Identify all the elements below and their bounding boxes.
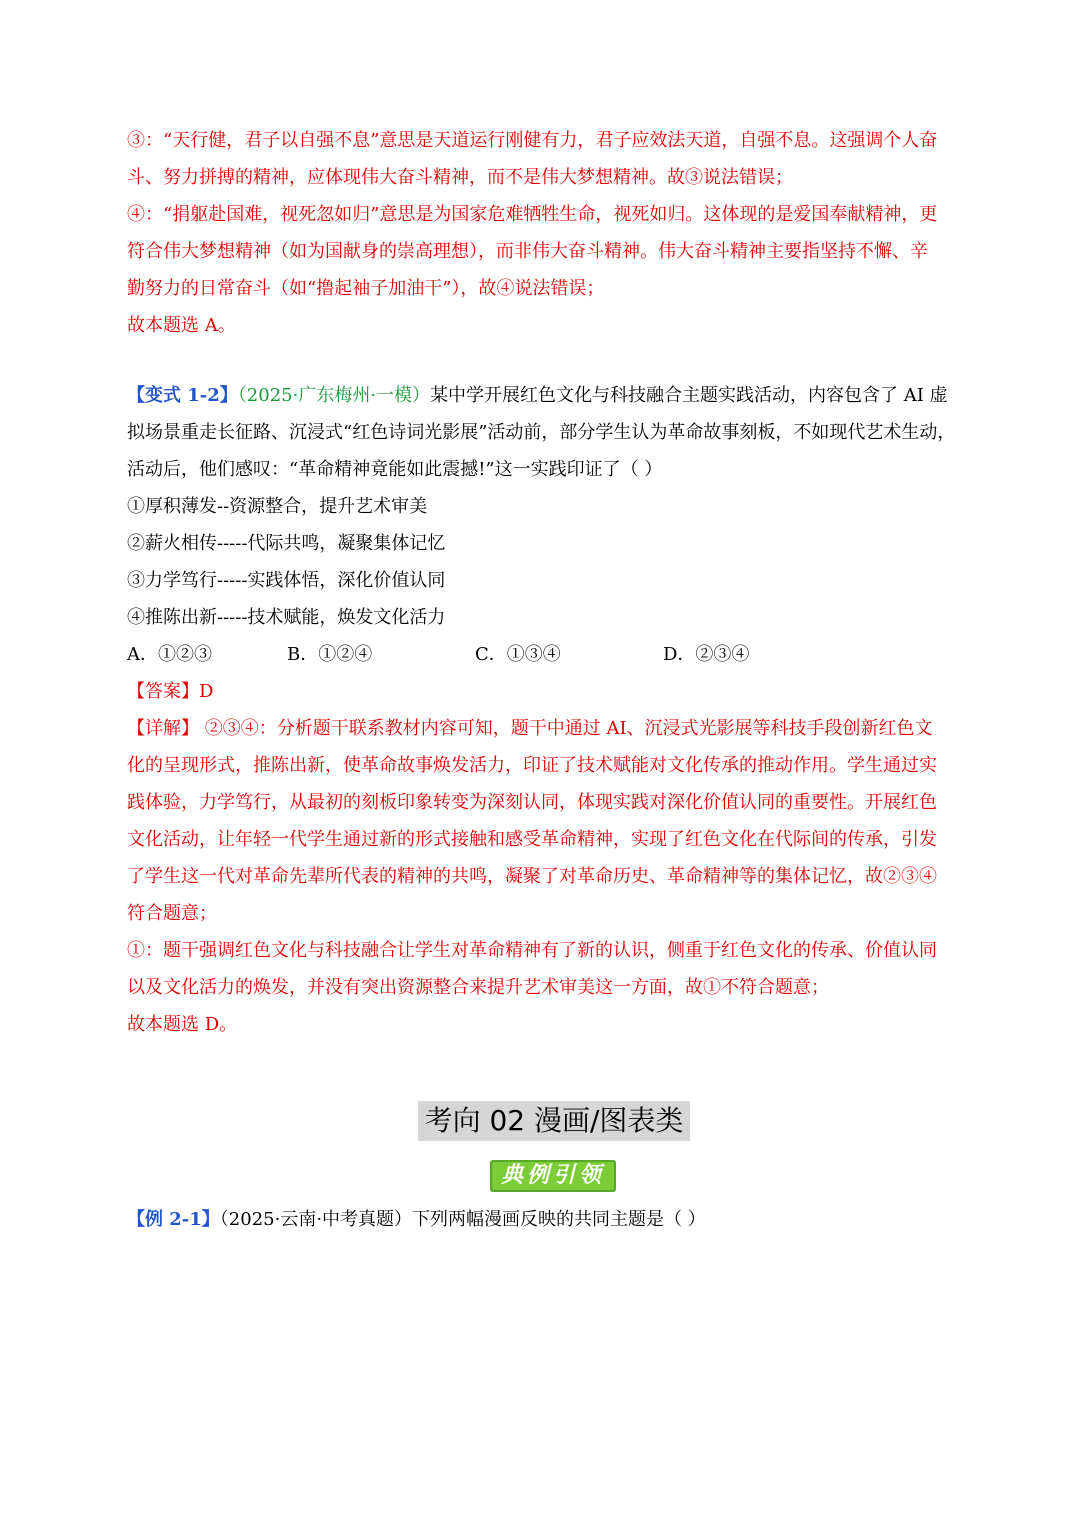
statement-item: ③力学笃行-----实践体悟，深化价值认同: [127, 570, 446, 591]
detail-text: ②③④：分析题干联系教材内容可知，题干中通过 AI、沉浸式光影展等科技手段创新红色文: [199, 718, 933, 739]
answer-line: [127, 680, 987, 704]
detail-line: 文化活动，让年轻一代学生通过新的形式接触和感受革命精神，实现了红色文化在代际间的传承，引发: [127, 829, 937, 850]
detail-line: 以及文化活力的焕发，并没有突出资源整合来提升艺术审美这一方面，故①不符合题意；: [127, 977, 829, 998]
example-line: [127, 1208, 987, 1232]
detail-line: 践体验，力学笃行，从最初的刻板印象转变为深刻认同，体现实践对深化价值认同的重要性。开展红色: [127, 792, 937, 813]
detail-line: 故本题选 D。: [127, 1014, 238, 1035]
detail-line: 了学生这一代对革命先辈所代表的精神的共鸣，凝聚了对革命历史、革命精神等的集体记忆，故②③④: [127, 866, 937, 887]
detail-line: 化的呈现形式，推陈出新，使革命故事焕发活力，印证了技术赋能对文化传承的推动作用。学生通过实: [127, 755, 937, 776]
option-d: D．②③④: [663, 644, 750, 665]
question-stem-line: 活动后，他们感叹：“革命精神竟能如此震撼!”这一实践印证了（ ）: [127, 459, 663, 480]
example-badge: 典例引领: [490, 1160, 616, 1192]
answer-value: D: [199, 681, 214, 702]
detail-label: 【详解】: [127, 718, 199, 739]
explanation-line: 符合伟大梦想精神（如为国献身的崇高理想），而非伟大奋斗精神。伟大奋斗精神主要指坚持不懈、辛: [127, 241, 928, 262]
detail-line: 符合题意；: [127, 903, 217, 924]
option-c: C．①③④: [475, 644, 561, 665]
option-b: B．①②④: [287, 644, 373, 665]
question-tag: 【变式 1-2】: [127, 385, 238, 406]
explanation-line: 故本题选 A。: [127, 315, 236, 336]
question-source: （2025·广东梅州·一模）: [237, 385, 431, 406]
option-a: A．①②③: [127, 644, 212, 665]
example-text: （2025·云南·中考真题）下列两幅漫画反映的共同主题是（ ）: [219, 1209, 706, 1230]
question-stem-text: 某中学开展红色文化与科技融合主题实践活动，内容包含了 AI 虚: [430, 385, 948, 406]
explanation-line: 斗、努力拼搏的精神，应体现伟大奋斗精神，而不是伟大梦想精神。故③说法错误；: [127, 167, 793, 188]
example-tag: 【例 2-1】: [127, 1209, 220, 1230]
question-stem-line: 拟场景重走长征路、沉浸式“红色诗词光影展”活动前，部分学生认为革命故事刻板，不如现代艺术生动，: [127, 422, 956, 443]
detail-line: ①：题干强调红色文化与科技融合让学生对革命精神有了新的认识，侧重于红色文化的传承、价值认同: [127, 940, 937, 961]
explanation-line: ④：“捐躯赴国难，视死忽如归”意思是为国家危难牺牲生命，视死如归。这体现的是爱国奉献精神，更: [127, 204, 938, 225]
statement-item: ①厚积薄发--资源整合，提升艺术审美: [127, 496, 428, 517]
detail-first-line: [127, 717, 987, 741]
section-heading: 考向 02 漫画/图表类: [418, 1101, 690, 1141]
statement-item: ④推陈出新-----技术赋能，焕发文化活力: [127, 607, 446, 628]
statement-item: ②薪火相传-----代际共鸣，凝聚集体记忆: [127, 533, 446, 554]
answer-label: 【答案】: [127, 681, 199, 702]
explanation-line: ③：“天行健，君子以自强不息”意思是天道运行刚健有力，君子应效法天道，自强不息。这强调个人奋: [127, 130, 938, 151]
explanation-line: 勤努力的日常奋斗（如“撸起袖子加油干”），故④说法错误；: [127, 278, 605, 299]
question-stem-first-line: [127, 384, 987, 408]
